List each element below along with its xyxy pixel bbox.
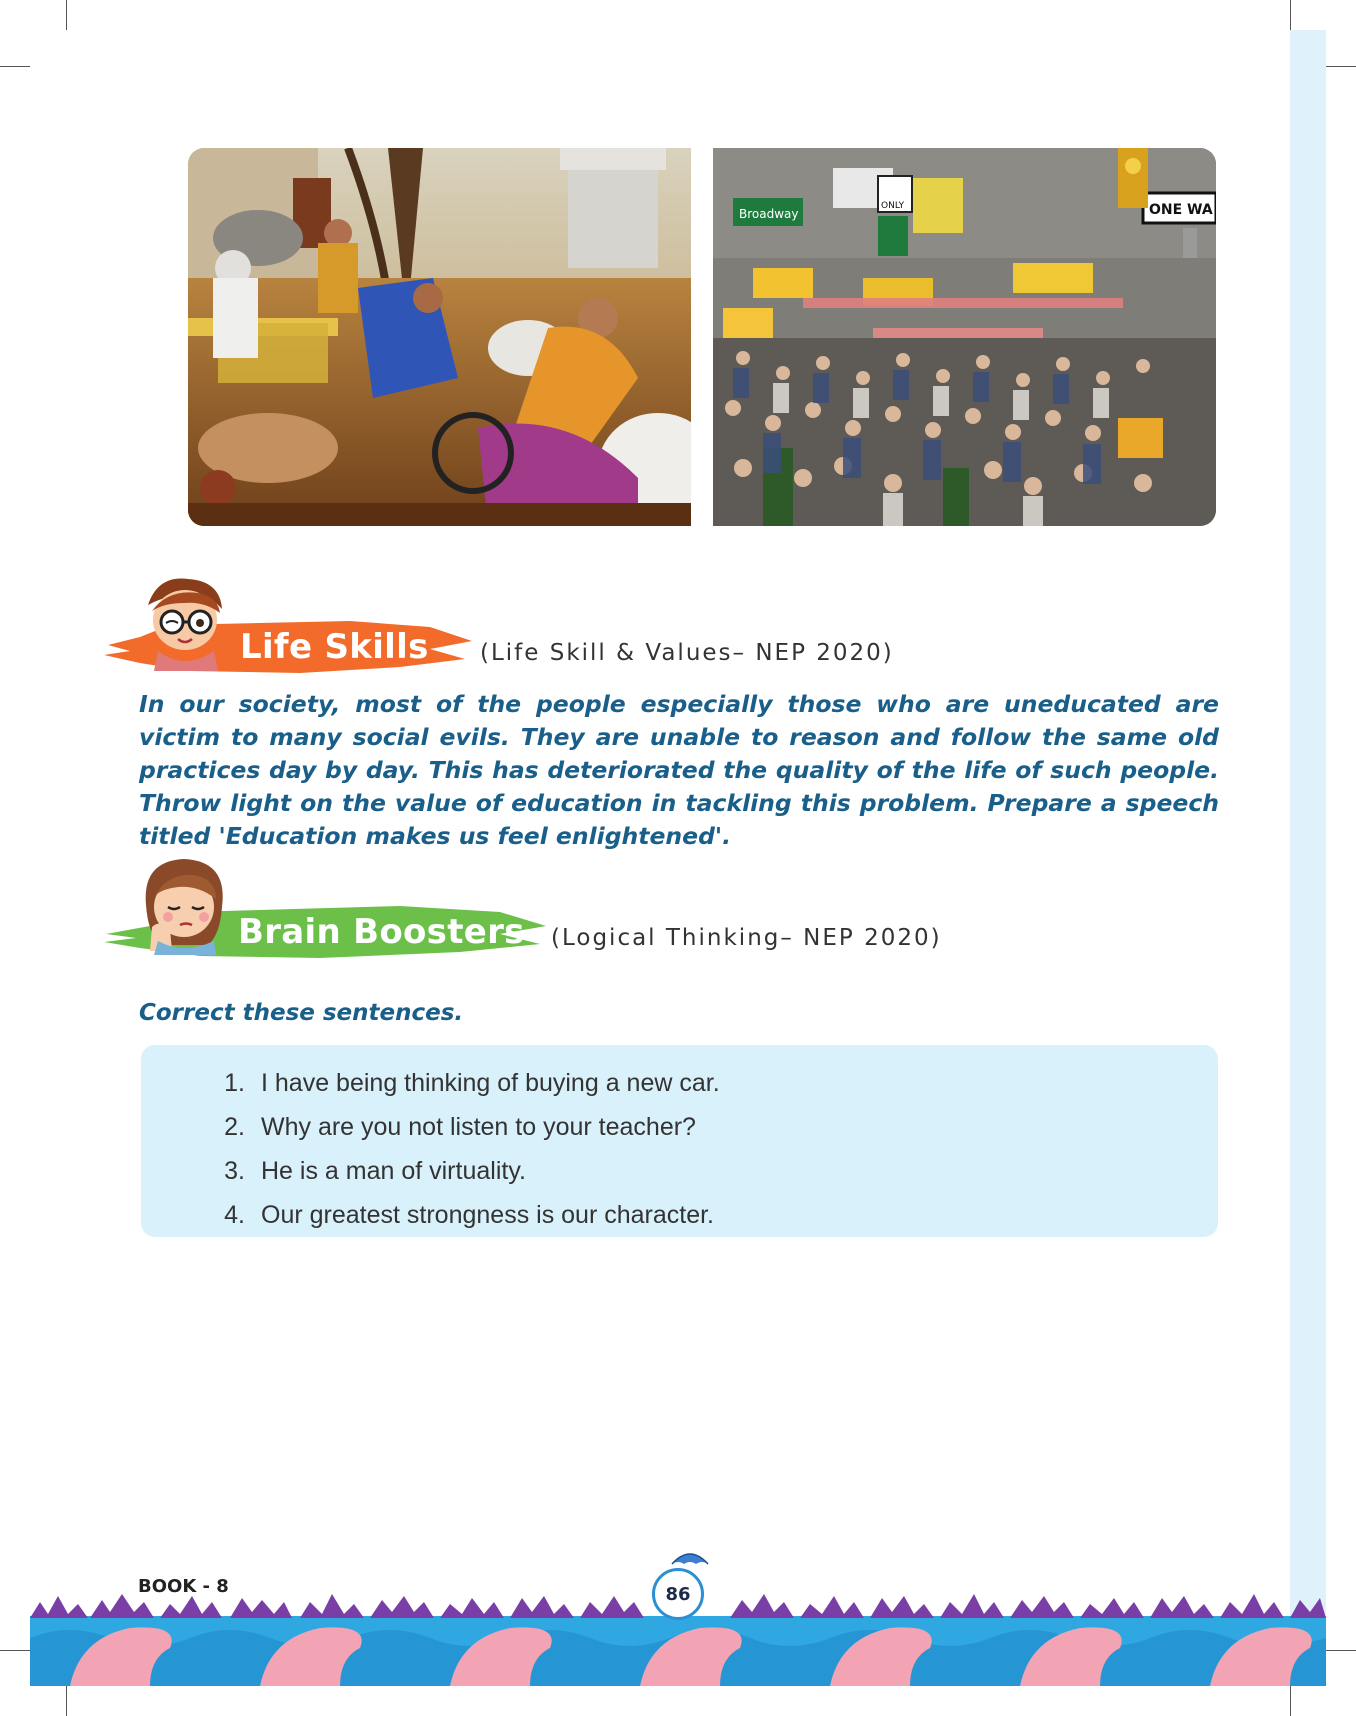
item-number: 4.: [224, 1201, 245, 1229]
exercise-list: [209, 1061, 720, 1237]
only-sign-text: ONLY: [881, 201, 905, 211]
thinking-girl-avatar: [138, 855, 230, 960]
item-text: Our greatest strongness is our character.: [261, 1201, 714, 1229]
city-crowd-image: [713, 148, 1216, 526]
instruction-text: Correct these sentences.: [139, 1000, 464, 1026]
brain-boosters-subtitle: (Logical Thinking– NEP 2020): [551, 925, 942, 951]
brain-boosters-title: Brain Boosters: [238, 912, 525, 952]
book-label: BOOK - 8: [138, 1576, 229, 1597]
list-item: [209, 1105, 720, 1149]
list-item: [209, 1061, 720, 1105]
crop-mark: [66, 1686, 67, 1716]
life-skills-heading: [100, 575, 900, 685]
list-item: [209, 1193, 720, 1237]
crop-mark: [1326, 66, 1356, 67]
boy-with-glasses-avatar: [138, 575, 230, 676]
item-text: I have being thinking of buying a new car.: [261, 1069, 720, 1097]
brain-boosters-heading: [100, 855, 1000, 965]
village-painting-image: [188, 148, 691, 526]
side-margin-strip: [1290, 30, 1326, 1686]
life-skills-task-text: In our society, most of the people especially those who are uneducated are victim to many social evils. They are unable to reason and follow the same old practices day by day. This has deteriorated the quality of the life of such people. Throw light on the value of education in tackling this problem. Prepare a speech titled 'Education makes us feel enlightened'.: [139, 690, 1219, 850]
crop-mark: [1326, 1650, 1356, 1651]
item-text: Why are you not listen to your teacher?: [261, 1113, 696, 1141]
one-way-sign-text: ONE WA: [1149, 202, 1213, 218]
life-skills-subtitle: (Life Skill & Values– NEP 2020): [480, 640, 894, 666]
item-number: 2.: [224, 1113, 245, 1141]
life-skills-title: Life Skills: [240, 627, 429, 667]
item-text: He is a man of virtuality.: [261, 1157, 526, 1185]
item-number: 1.: [224, 1069, 245, 1097]
list-item: [209, 1149, 720, 1193]
broadway-sign-text: Broadway: [739, 207, 799, 221]
umbrella-icon: [670, 1548, 710, 1583]
page-number: 86: [652, 1568, 704, 1620]
item-number: 3.: [224, 1157, 245, 1185]
crop-mark: [1290, 0, 1291, 30]
exercise-box: [141, 1045, 1218, 1237]
crop-mark: [1290, 1686, 1291, 1716]
crop-mark: [66, 0, 67, 30]
crop-mark: [0, 66, 30, 67]
crop-mark: [0, 1650, 30, 1651]
